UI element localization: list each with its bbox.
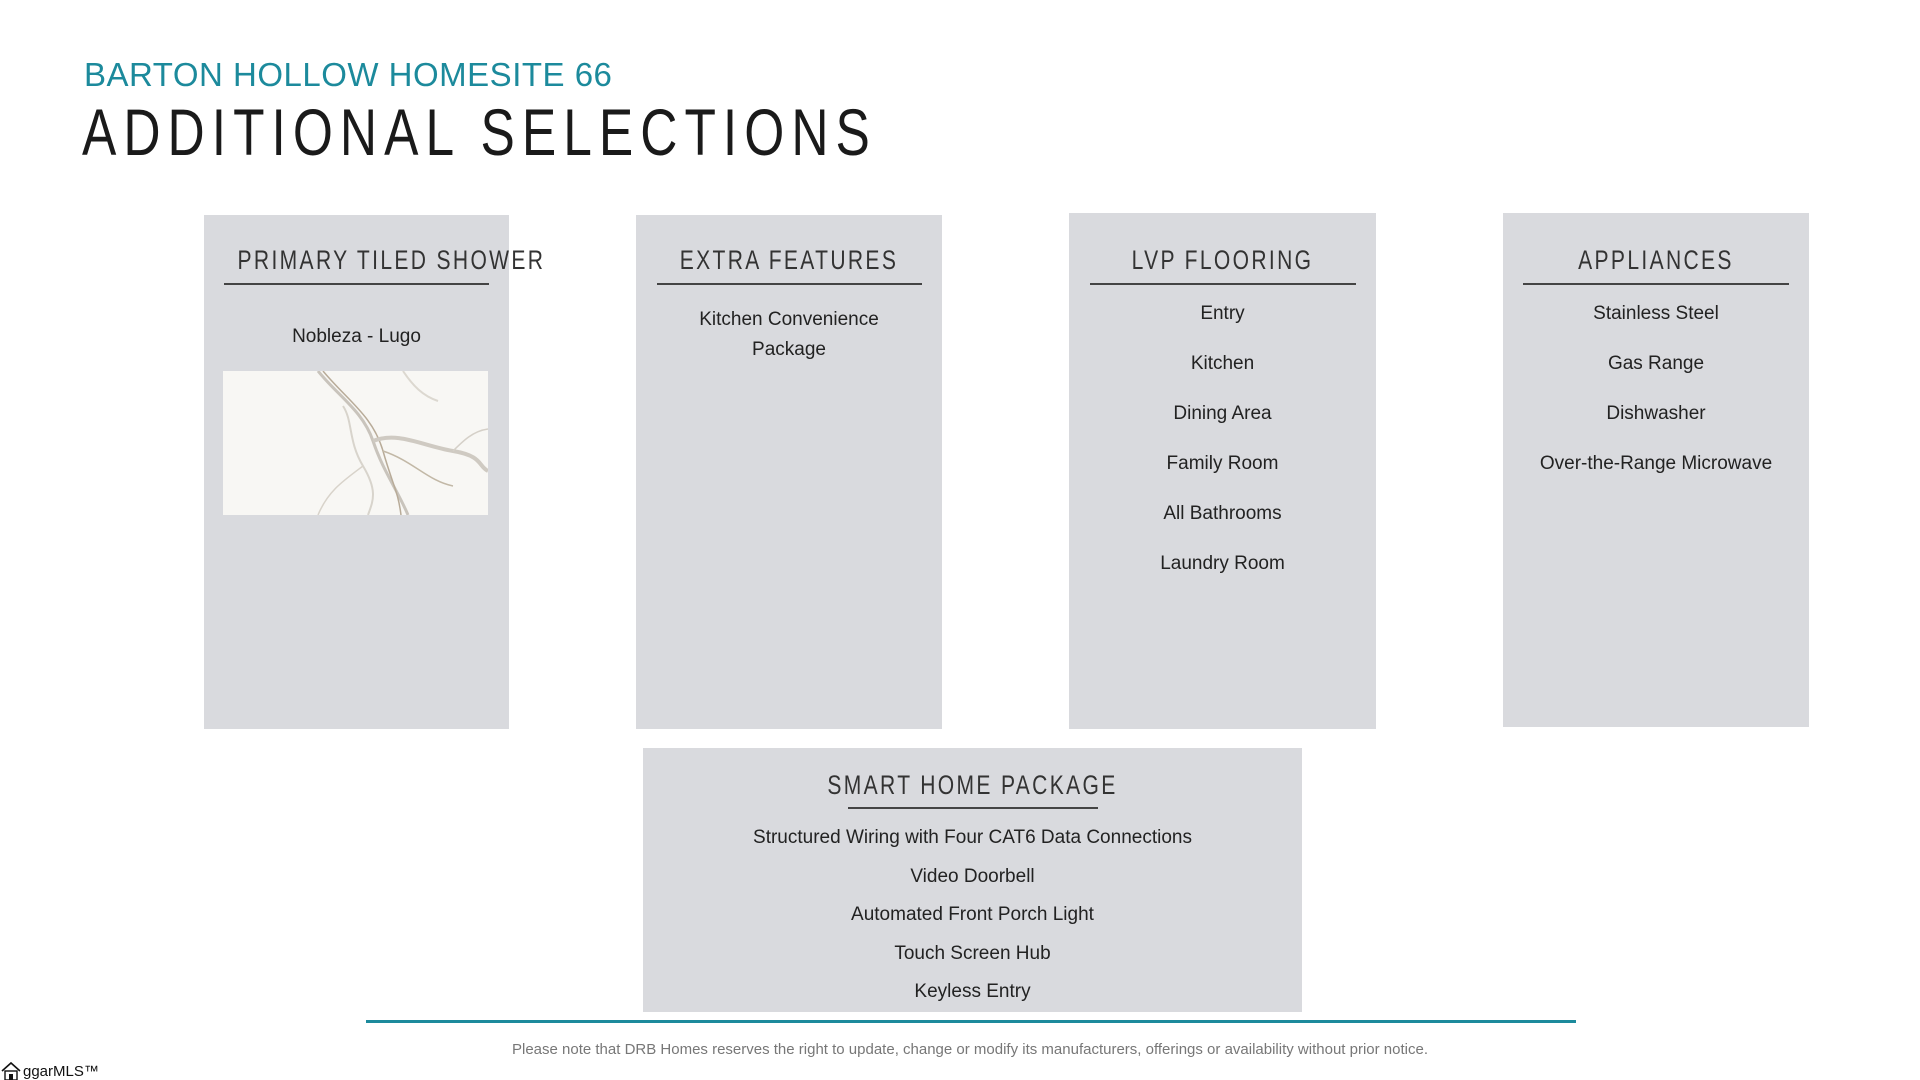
page-title: ADDITIONAL SELECTIONS bbox=[82, 95, 877, 169]
card-heading: LVP FLOORING bbox=[1131, 245, 1314, 275]
list-item: Gas Range bbox=[1607, 353, 1705, 374]
card-heading: PRIMARY TILED SHOWER bbox=[237, 245, 546, 275]
marble-tile-swatch-image bbox=[223, 371, 488, 515]
extra-features-list bbox=[636, 305, 942, 366]
list-item: Structured Wiring with Four CAT6 Data Connections bbox=[753, 827, 1192, 848]
card-extra-features bbox=[636, 215, 942, 729]
house-icon bbox=[0, 1061, 22, 1080]
list-item: Entry bbox=[1200, 303, 1245, 324]
list-item: Dining Area bbox=[1173, 403, 1272, 424]
tile-selection-text: Nobleza - Lugo bbox=[292, 326, 421, 347]
card-appliances bbox=[1503, 213, 1809, 727]
heading-divider bbox=[224, 283, 489, 285]
footer-divider bbox=[366, 1020, 1576, 1023]
card-smart-home-package bbox=[643, 748, 1302, 1012]
list-item: Automated Front Porch Light bbox=[851, 904, 1094, 925]
heading-divider bbox=[1090, 283, 1356, 285]
card-heading: SMART HOME PACKAGE bbox=[827, 770, 1118, 800]
list-item: Stainless Steel bbox=[1593, 303, 1719, 324]
heading-divider bbox=[1523, 283, 1789, 285]
list-item: Over-the-Range Microwave bbox=[1539, 453, 1773, 474]
card-primary-tiled-shower bbox=[204, 215, 546, 729]
card-heading: EXTRA FEATURES bbox=[679, 245, 899, 275]
mls-watermark bbox=[0, 1061, 99, 1080]
card-lvp-flooring bbox=[1069, 213, 1376, 729]
list-item: Package bbox=[752, 339, 826, 361]
list-item: Laundry Room bbox=[1160, 553, 1285, 574]
list-item: Dishwasher bbox=[1606, 403, 1706, 424]
card-heading: APPLIANCES bbox=[1578, 245, 1734, 275]
list-item: All Bathrooms bbox=[1163, 503, 1282, 524]
heading-divider bbox=[657, 283, 922, 285]
list-item: Keyless Entry bbox=[914, 981, 1031, 1002]
appliances-list bbox=[1503, 289, 1809, 489]
smart-home-list bbox=[643, 819, 1302, 1012]
homesite-subtitle: BARTON HOLLOW HOMESITE 66 bbox=[84, 56, 613, 93]
watermark-text: ggarMLS™ bbox=[23, 1062, 99, 1080]
heading-divider bbox=[848, 807, 1098, 809]
list-item: Kitchen bbox=[1190, 353, 1255, 374]
list-item: Touch Screen Hub bbox=[894, 942, 1051, 964]
flooring-list bbox=[1069, 289, 1376, 589]
disclaimer-text: Please note that DRB Homes reserves the right to update, change or modify its manufacturers, offerings or availability without prior notice. bbox=[511, 1041, 1428, 1058]
list-item: Kitchen Convenience bbox=[699, 309, 879, 330]
list-item: Video Doorbell bbox=[910, 865, 1035, 887]
list-item: Family Room bbox=[1166, 453, 1279, 474]
